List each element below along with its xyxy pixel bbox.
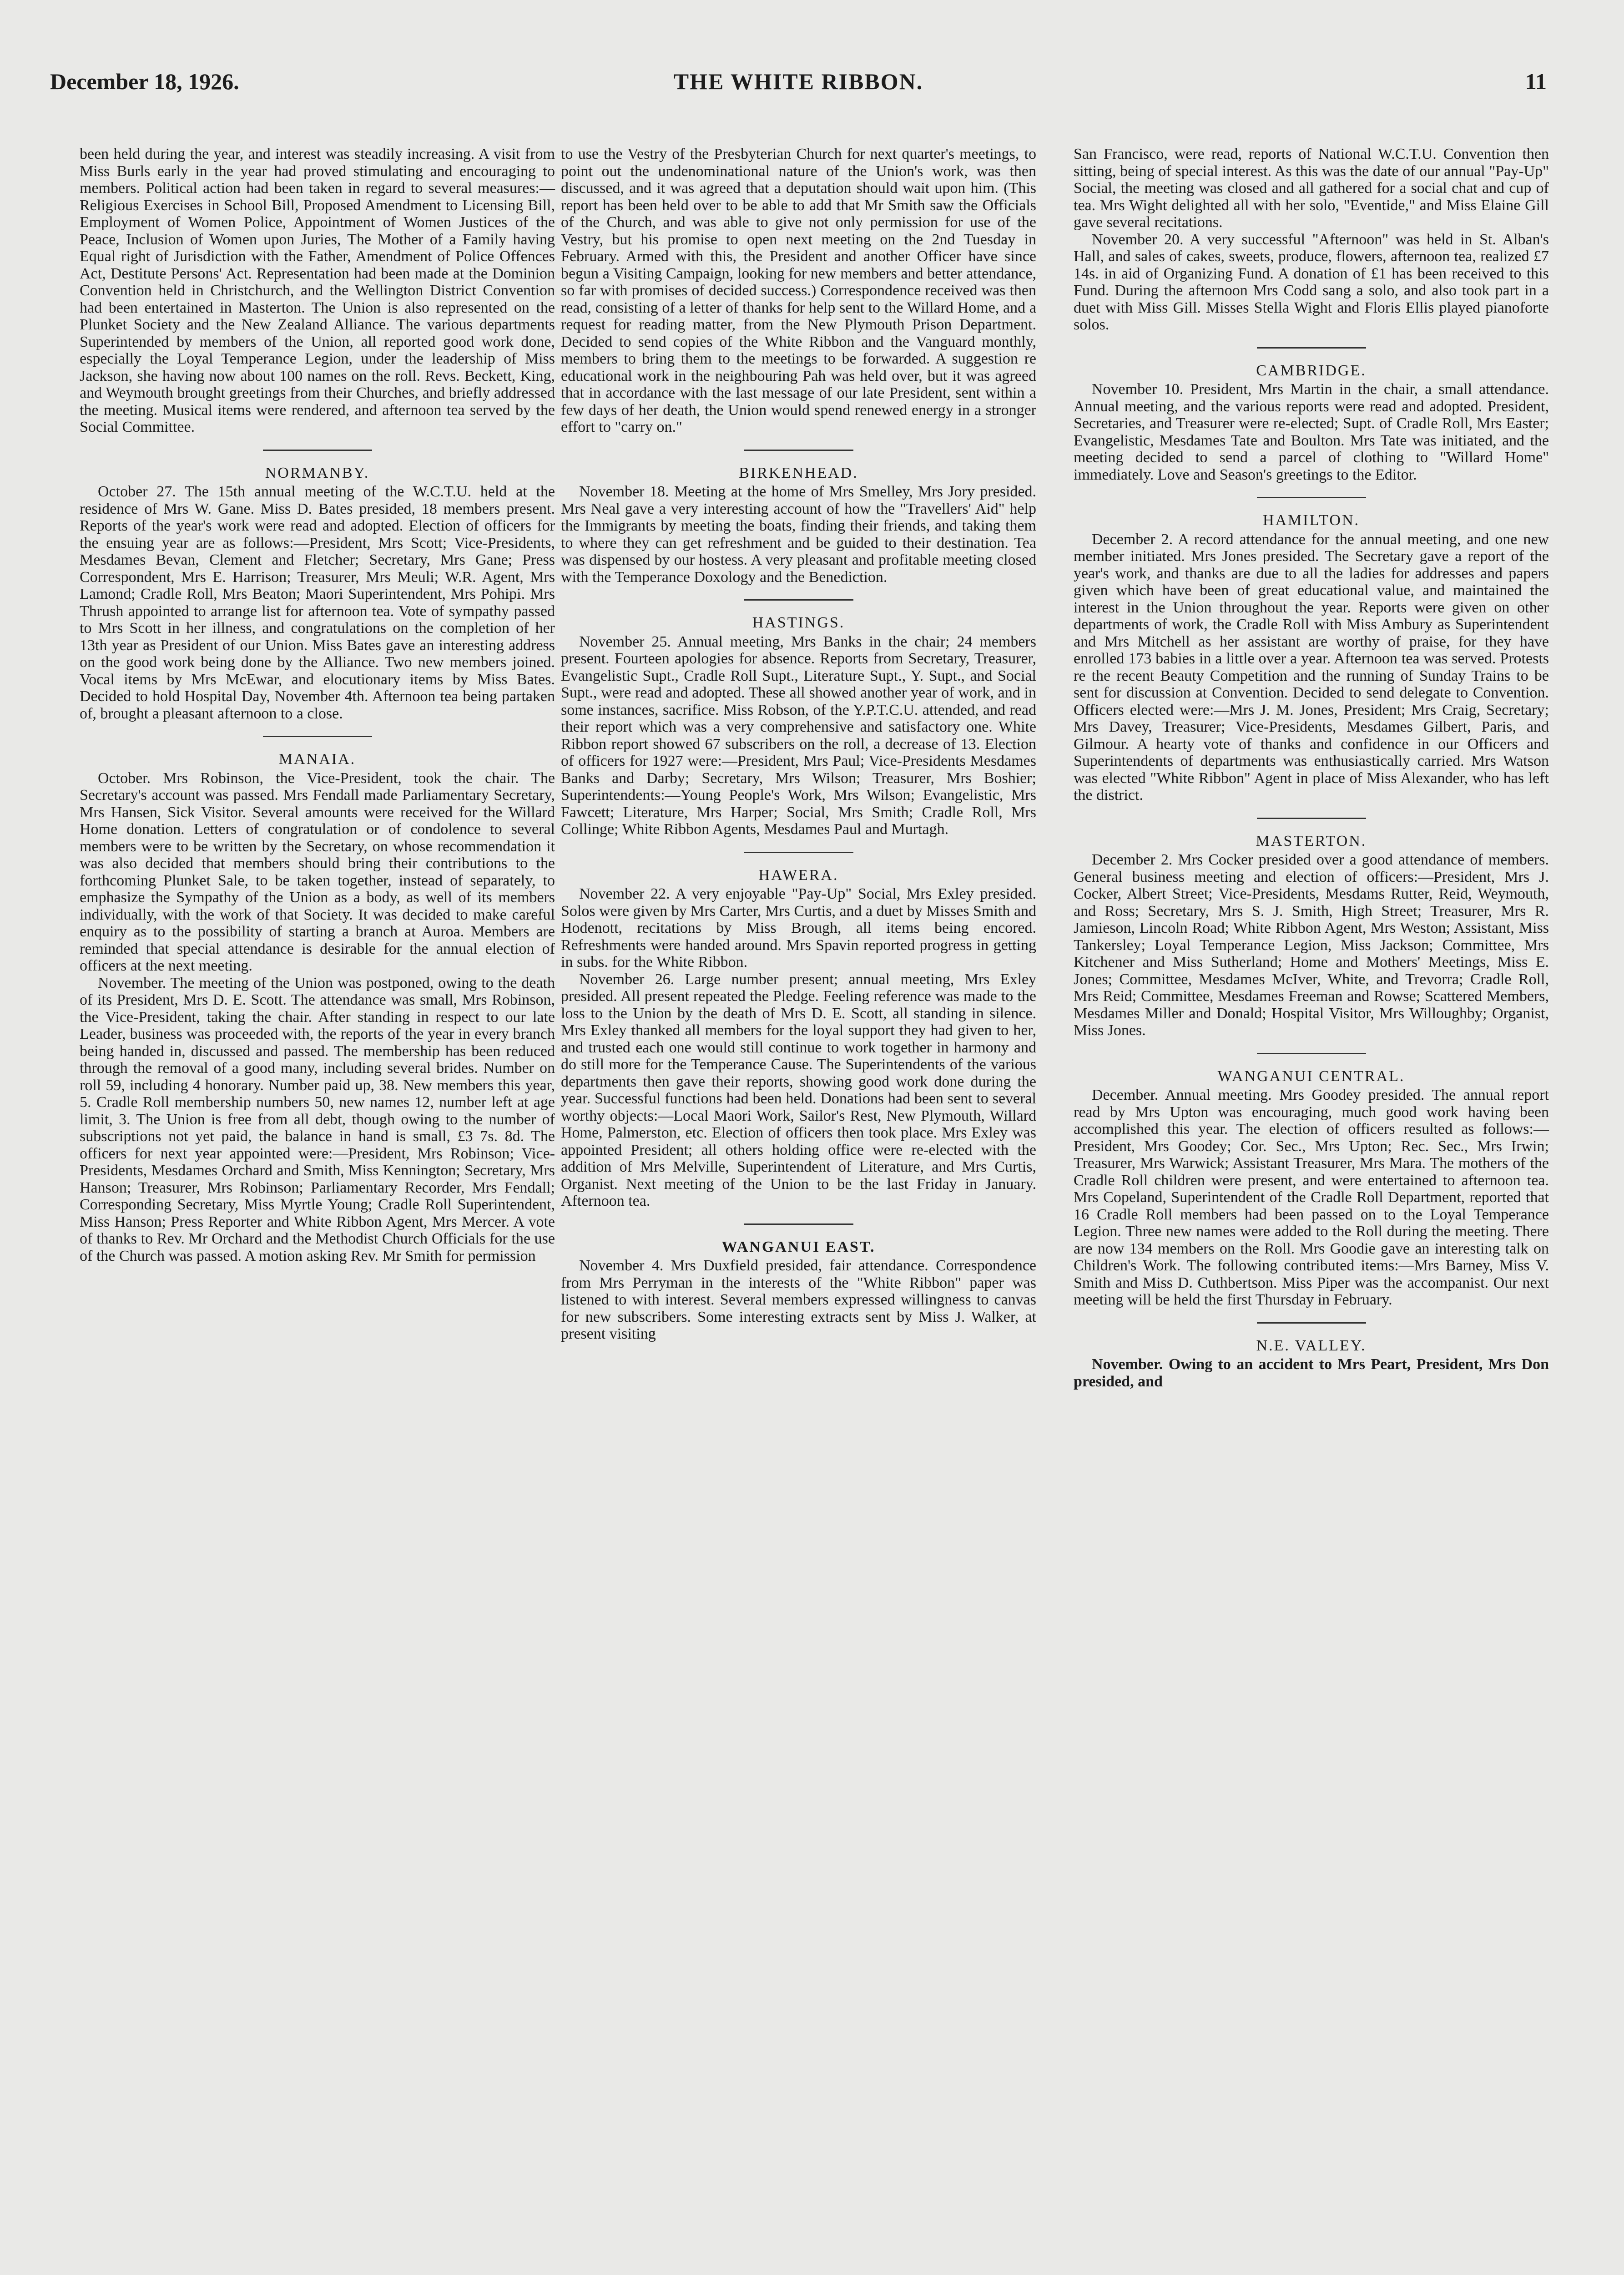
section-divider — [263, 736, 372, 737]
section-heading: CAMBRIDGE. — [1256, 362, 1367, 379]
section-body: November 4. Mrs Duxfield presided, fair attendance. Correspondence from Mrs Perryman in the interests of the "White Ribbon" paper was listened to with interest. Several members expressed willingness to canvas for new subscribers. Some interesting extracts sent by Miss J. Walker, at present visiting — [561, 1257, 1036, 1342]
section-body: November 22. A very enjoyable "Pay-Up" Social, Mrs Exley presided. Solos were given by Mrs Carter, Mrs Curtis, and a duet by Misses Smith and Hodenott, recitations by Miss Brough, all items being encored. Refreshments were handed around. Mrs Spavin reported progress in getting in subs. for the White Ribbon. — [561, 885, 1036, 971]
publication-title: THE WHITE RIBBON. — [673, 69, 923, 94]
section-body: November 18. Meeting at the home of Mrs Smelley, Mrs Jory presided. Mrs Neal gave a very interesting account of how the "Travellers' Aid" help the Immigrants by meeting the boats, finding their friends, and taking them to where they can get refreshment and be guided to their destination. Tea was dispensed by our hostess. A very pleasant and profitable meeting closed with the Temperance Doxology and the Benediction. — [561, 483, 1036, 586]
page-number: 11 — [1525, 69, 1547, 94]
article-continuation: to use the Vestry of the Presbyterian Church for next quarter's meetings, to point out the undenominational nature of the Union's work, was then discussed, and it was agreed that a deputation should wait upon him. (This report has been held over to be able to add that Mr Smith saw the Officials of the Church, and was able to give not only permission for use of the Vestry, but his promise to open next meeting on the 2nd Tuesday in February. Armed with this, the President and another Officer have since begun a Visiting Campaign, looking for new members and better attendance, so far with promises of decided success.) Correspondence received was then read, consisting of a letter of thanks for help sent to the Willard Home, and a request for reading matter, from the New Plymouth Prison Department. Decided to send copies of the White Ribbon and the Vanguard monthly, members to bring them to the meetings to be forwarded. A suggestion re educational work in the neighbouring Pah was held over, but it was agreed that in accordance with the last message of our late President, sent within a few days of her death, the Union would spend renewed energy in a stronger effort to "carry on." — [561, 146, 1036, 435]
section-heading: WANGANUI CENTRAL. — [1217, 1067, 1405, 1085]
section-masterton — [1074, 833, 1549, 1039]
section-body: November 10. President, Mrs Martin in the chair, a small attendance. Annual meeting, and the various reports were read and adopted. President, Secretaries, and Treasurer were re-elected; Supt. of Cradle Roll, Mrs Easter; Evangelistic, Mesdames Tate and Boulton. Mrs Tate was initiated, and the meeting decided to send a parcel of clothing to "Willard Home" immediately. Love and Season's greetings to the Editor. — [1074, 381, 1549, 483]
article-continuation-paragraph: November 20. A very successful "Afternoon" was held in St. Alban's Hall, and sales of cakes, sweets, produce, flowers, afternoon tea, realized £7 14s. in aid of Organizing Fund. A donation of £1 has been received to this Fund. During the afternoon Mrs Codd sang a solo, and also took part in a duet with Miss Gill. Misses Stella Wight and Floris Ellis played pianoforte solos. — [1074, 231, 1549, 333]
section-manaia — [80, 751, 555, 1264]
section-heading: WANGANUI EAST. — [721, 1238, 876, 1255]
section-divider — [744, 1223, 853, 1225]
section-hawera — [561, 867, 1036, 1210]
section-heading: MASTERTON. — [1256, 832, 1367, 849]
section-divider — [263, 450, 372, 451]
section-wanganui-east — [561, 1239, 1036, 1343]
section-body: December 2. Mrs Cocker presided over a good attendance of members. General business meeting and election of officers:—President, Mrs J. Cocker, Albert Street; Vice-Presidents, Mesdams Rutter, Reid, Weymouth, and Ross; Secretary, Mrs S. J. Smith, High Street; Treasurer, Mrs R. Jamieson, Lincoln Road; White Ribbon Agent, Mrs Weston; Assistant, Miss Tankersley; Loyal Temperance Legion, Miss Jackson; Committee, Mrs Kitchener and Miss Sutherland; Home and Mothers' Meetings, Miss E. Jones; Committee, Mesdames McIver, White, and Trevorra; Cradle Roll, Mrs Reid; Committee, Mesdames Freeman and Rowse; Scattered Members, Mesdames Miller and Donald; Hospital Visitor, Mrs Willoughby; Organist, Miss Jones. — [1074, 851, 1549, 1039]
section-heading: HAWERA. — [758, 866, 839, 884]
section-body: November. Owing to an accident to Mrs Peart, President, Mrs Don presided, and — [1074, 1356, 1549, 1390]
section-heading: NORMANBY. — [265, 464, 370, 481]
section-heading: BIRKENHEAD. — [739, 464, 858, 481]
section-divider — [1257, 1322, 1366, 1324]
section-body: October 27. The 15th annual meeting of the W.C.T.U. held at the residence of Mrs W. Gane. Miss D. Bates presided, 18 members present. Reports of the year's work were read and adopted. Election of officers for the ensuing year are as follows:—President, Mrs Scott; Vice-Presidents, Mesdames Bevan, Clement and Fletcher; Secretary, Mrs Gane; Press Correspondent, Mrs E. Harrison; Treasurer, Mrs Meuli; W.R. Agent, Mrs Lamond; Cradle Roll, Mrs Beaton; Maori Superintendent, Mrs Pohipi. Mrs Thrush appointed to arrange list for afternoon tea. Vote of sympathy passed to Mrs Scott in her illness, and congratulations on the completion of her 13th year as President of our Union. Miss Bates gave an interesting address on the good work being done by the Alliance. Two new members joined. Vocal items by Mrs McEwar, and elocutionary items by Miss Bates. Decided to hold Hospital Day, November 4th. Afternoon tea being partaken of, brought a pleasant afternoon to a close. — [80, 483, 555, 722]
article-continuation: San Francisco, were read, reports of National W.C.T.U. Convention then sitting, being of special interest. As this was the date of our annual "Pay-Up" Social, the meeting was closed and all gathered for a social chat and cup of tea. Mrs Wight delighted all with her solo, "Eventide," and Miss Elaine Gill gave several recitations. — [1074, 146, 1549, 231]
section-divider — [1257, 347, 1366, 349]
section-birkenhead — [561, 465, 1036, 586]
column-1 — [80, 146, 555, 1264]
section-body: November 25. Annual meeting, Mrs Banks in the chair; 24 members present. Fourteen apologies for absence. Reports from Secretary, Treasurer, Evangelistic Supt., Cradle Roll Supt., Literature Supt., Y. Supt., and Social Supt., were read and adopted. These all showed another year of work, and in some instances, sacrifice. Miss Robson, of the Y.P.T.C.U. attended, and read their report which was a very comprehensive and satisfactory one. White Ribbon report showed 67 subscribers on the roll, a decrease of 13. Election of officers for 1927 were:—President, Mrs Paul; Vice-Presidents Mesdames Banks and Darby; Secretary, Mrs Wilson; Treasurer, Mrs Boshier; Superintendents:—Young People's Work, Mrs Wilson; Evangelistic, Mrs Fawcett; Literature, Mrs Harper; Social, Mrs Smith; Cradle Roll, Mrs Collinge; White Ribbon Agents, Mesdames Paul and Murtagh. — [561, 633, 1036, 838]
section-normanby — [80, 465, 555, 723]
section-body: December 2. A record attendance for the annual meeting, and one new member initiated. Mrs Jones presided. The Secretary gave a report of the year's work, and thanks are due to all the ladies for addresses and papers given which have been of great educational value, and maintained the interest in the Union throughout the year. Reports were given on other departments of work, the Cradle Roll with Miss Ambury as Superintendent and Mrs Mitchell as her assistant are worthy of praise, for they have enrolled 173 babies in a little over a year. Afternoon tea was served. Protests re the recent Beauty Competition and the running of Sunday Trains to be sent for discussion at Convention. Decided to send delegate to Convention. Officers elected were:—Mrs J. M. Jones, President; Mrs Craig, Secretary; Mrs Davey, Treasurer; Vice-Presidents, Mesdames Gilbert, Paris, and Gilmour. A hearty vote of thanks and confidence in our Officers and Superintendents of departments was enthusiastically carried. Mrs Watson was elected "White Ribbon" Agent in place of Miss Alexander, who has left the district. — [1074, 531, 1549, 804]
section-cambridge — [1074, 362, 1549, 484]
section-body: November. The meeting of the Union was postponed, owing to the death of its President, Mrs D. E. Scott. The attendance was small, Mrs Robinson, the Vice-President, taking the chair. After standing in respect to our late Leader, business was proceeded with, the reports of the year in every branch being handed in, discussed and passed. The membership has been reduced through the removal of a good many, including several brides. Number on roll 59, including 4 honorary. Number paid up, 38. New members this year, 5. Cradle Roll membership numbers 50, new names 12, number left at age limit, 3. The Union is free from all debt, though owing to the number of subscriptions not yet paid, the balance in hand is small, £3 7s. 8d. The officers for next year appointed were:—President, Mrs Robinson; Vice-Presidents, Mesdames Orchard and Smith, Miss Kennington; Secretary, Mrs Hanson; Treasurer, Mrs Robinson; Parliamentary Recorder, Mrs Fendall; Corresponding Secretary, Miss Myrtle Young; Cradle Roll Superintendent, Miss Hanson; Press Reporter and White Ribbon Agent, Mrs Mercer. A vote of thanks to Rev. Mr Orchard and the Methodist Church Officials for the use of the Church was passed. A motion asking Rev. Mr Smith for permission — [80, 974, 555, 1264]
section-divider — [744, 852, 853, 853]
page-header — [50, 68, 1547, 105]
section-wanganui-central — [1074, 1068, 1549, 1309]
section-heading: HASTINGS. — [752, 614, 845, 631]
article-continuation: been held during the year, and interest was steadily increasing. A visit from Miss Burls early in the year had proved stimulating and encouraging to members. Political action had been taken in regard to several measures:—Religious Exercises in School Bill, Proposed Amendment to Licensing Bill, Employment of Women Police, Appointment of Women Justices of the Peace, Inclusion of Women upon Juries, The Mother of a Family having Equal right of Jurisdiction with the Father, Amendment of Police Offences Act, Destitute Persons' Act. Representation had been made at the Dominion Convention held in Christchurch, and the Wellington District Convention had been entertained in Masterton. The Union is also represented on the Plunket Society and the New Zealand Alliance. The various departments Superintended by members of the Union, all reported good work done, especially the Loyal Temperance Legion, under the leadership of Miss Jackson, she having now about 100 names on the roll. Revs. Beckett, King, and Weymouth brought greetings from their Churches, and briefly addressed the meeting. Musical items were rendered, and afternoon tea served by the Social Committee. — [80, 146, 555, 435]
section-body: October. Mrs Robinson, the Vice-President, took the chair. The Secretary's account was passed. Mrs Fendall made Parliamentary Secretary, Mrs Hansen, Sick Visitor. Several amounts were received for the Willard Home donation. Letters of congratulation or of condolence to several members were to be written by the Secretary, on whose recommendation it was also decided that members should bring their contributions to the forthcoming Plunket Sale, to be taken together, instead of separately, to emphasize the Sympathy of the Union as a body, as well of its members individually, with the work of that Society. It was decided to make careful enquiry as to the possibility of starting a branch at Auroa. Members are reminded that special attendance is desirable for the annual election of officers at the next meeting. — [80, 769, 555, 974]
section-divider — [1257, 818, 1366, 819]
column-3 — [1074, 146, 1549, 1390]
section-ne-valley — [1074, 1337, 1549, 1390]
section-divider — [744, 450, 853, 451]
section-heading: MANAIA. — [278, 751, 356, 768]
section-divider — [744, 599, 853, 601]
section-hamilton — [1074, 512, 1549, 804]
section-heading: N.E. VALLEY. — [1256, 1337, 1367, 1354]
section-hastings — [561, 614, 1036, 838]
section-body: November 26. Large number present; annual meeting, Mrs Exley presided. All present repeated the Pledge. Feeling reference was made to the loss to the Union by the death of Mrs D. E. Scott, all standing in silence. Mrs Exley thanked all members for the loyal support they had given to her, and trusted each one would still continue to work together in harmony and do still more for the Temperance Cause. The Superintendents of the various departments then gave their reports, showing good work done during the year. Successful functions had been held. Donations had been sent to several worthy objects:—Local Maori Work, Sailor's Rest, New Plymouth, Willard Home, Palmerston, etc. Election of officers then took place. Mrs Exley was appointed President; all others holding office were re-elected with the addition of Mrs Melville, Superintendent of Literature, and Mrs Curtis, Organist. Next meeting of the Union to be the last Friday in January. Afternoon tea. — [561, 971, 1036, 1209]
section-heading: HAMILTON. — [1262, 512, 1360, 529]
issue-date: December 18, 1926. — [50, 69, 239, 94]
section-body: December. Annual meeting. Mrs Goodey presided. The annual report read by Mrs Upton was encouraging, much good work having been accomplished this year. The election of officers resulted as follows:—President, Mrs Goodey; Cor. Sec., Mrs Upton; Rec. Sec., Mrs Irwin; Treasurer, Mrs Warwick; Assistant Treasurer, Mrs Mara. The mothers of the Cradle Roll children were present, and were entertained to afternoon tea. Mrs Copeland, Superintendent of the Cradle Roll Department, reported that 16 Cradle Roll members had been passed on to the Loyal Temperance Legion. Three new names were added to the Roll during the meeting. There are now 134 members on the Roll. Mrs Goodie gave an interesting talk on Children's Work. The following contributed items:—Mrs Barney, Miss V. Smith and Miss D. Cuthbertson. Miss Piper was the accompanist. Our next meeting will be held the first Thursday in February. — [1074, 1087, 1549, 1308]
column-2 — [561, 146, 1036, 1343]
section-divider — [1257, 497, 1366, 498]
section-divider — [1257, 1053, 1366, 1054]
